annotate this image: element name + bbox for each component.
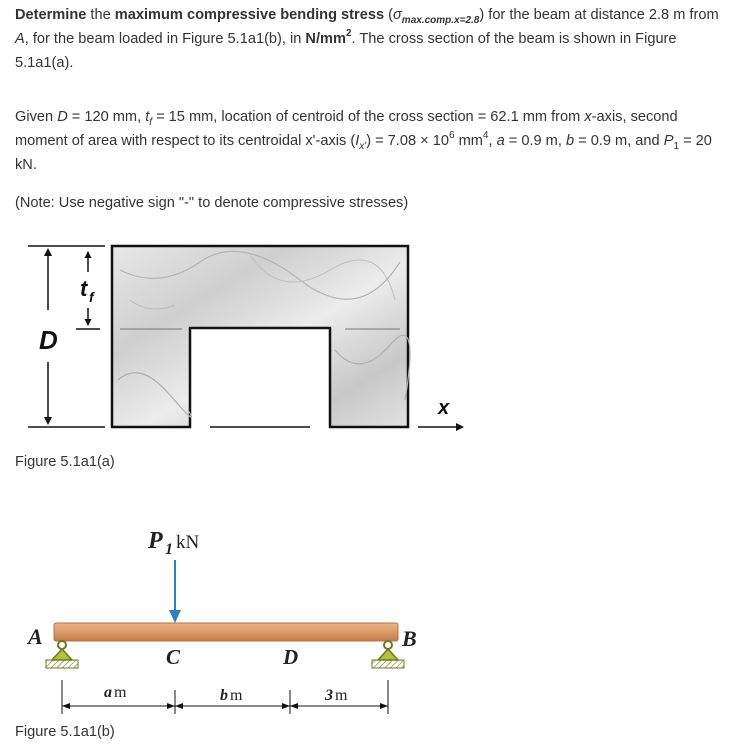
question-paragraph: Determine the maximum compressive bending stress $(\sigma_{max.comp.x=2.8})$ for the beam at distance 2.8 m from A, for the beam loaded in Figure 5.1a1(b), in $N/mm^2$. The cross section of the beam is shown in Figure 5.1a1(a). [15, 7, 719, 71]
given-paragraph: Given D = 120 mm, $t_f = 15$ mm, location of centroid of the cross section = 62.1 mm from x-axis, second moment of area with respect to its centroidal x'-axis $(I_{x'}) = 7.08 \times 10^6$ $mm^4$, a = 0.9 m, b = 0.9 m, and $P_1 = 20$ kN. [15, 109, 712, 173]
load-arrow-icon [169, 560, 181, 623]
caption-figure-a: Figure 5.1a1(a) [15, 454, 115, 470]
label-P-sub: 1 [165, 541, 173, 558]
cross-section [112, 246, 410, 427]
support-A-icon [46, 641, 78, 668]
label-t-sub: f [89, 289, 94, 305]
dim-a-unit: m [114, 684, 127, 701]
label-kN: kN [176, 532, 200, 553]
label-P: P [148, 528, 163, 554]
dim-b-var: b [220, 687, 228, 704]
label-t: t [80, 276, 88, 301]
label-C: C [166, 645, 181, 669]
beam [54, 623, 398, 641]
support-B-icon [372, 641, 404, 668]
dim-b-unit: m [230, 687, 243, 704]
label-D-point: D [283, 645, 299, 669]
caption-figure-b: Figure 5.1a1(b) [15, 724, 115, 740]
dim-a-var: a [104, 684, 112, 701]
dim-3-value: 3 [325, 687, 333, 704]
label-A: A [28, 624, 43, 649]
dim-3-unit: m [335, 687, 348, 704]
label-x: x [438, 397, 450, 419]
note-text: (Note: Use negative sign "-" to denote compressive stresses) [15, 195, 409, 211]
label-B: B [402, 626, 417, 651]
label-D: D [39, 325, 58, 355]
